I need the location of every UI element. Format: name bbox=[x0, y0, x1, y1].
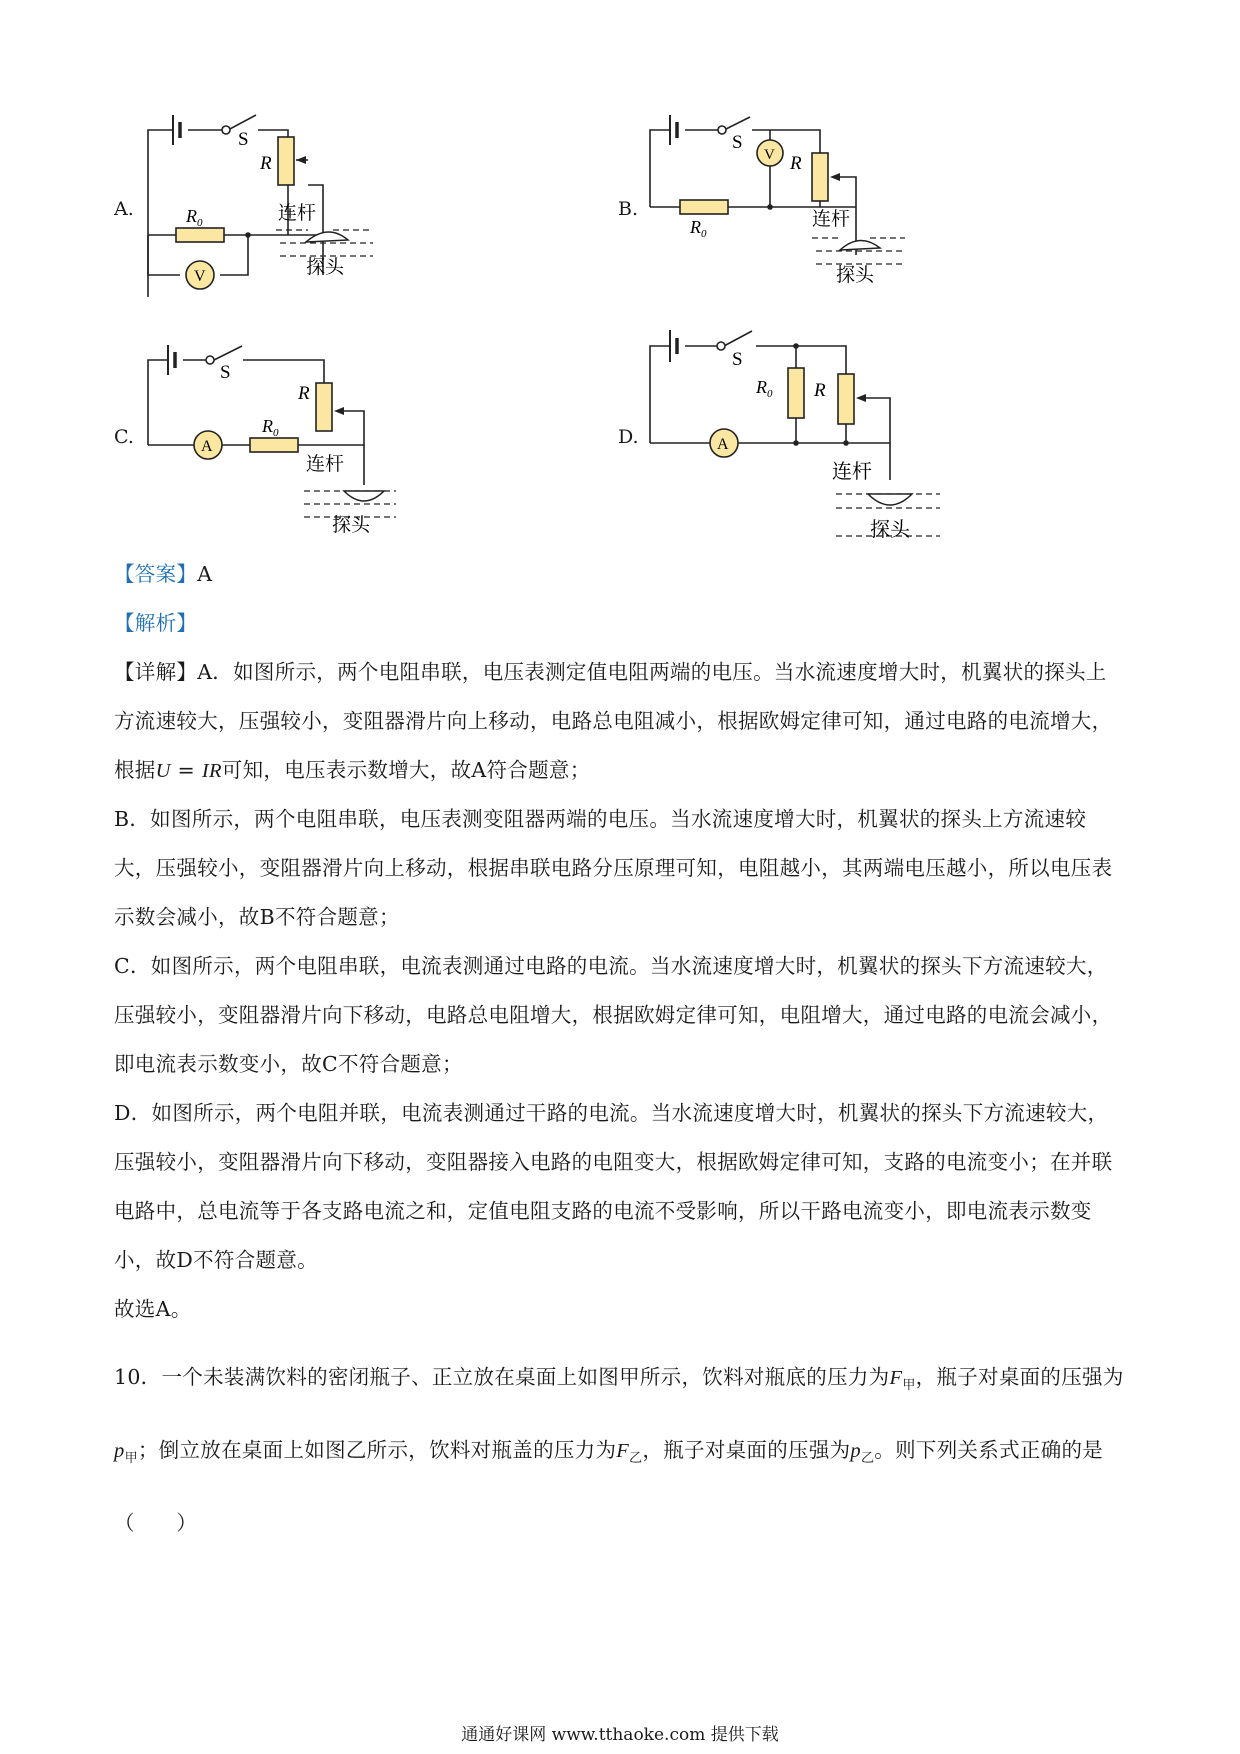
r0-label: $R_0$ bbox=[756, 377, 773, 400]
option-b-label: B. bbox=[618, 198, 639, 220]
switch-s-label: S bbox=[732, 349, 743, 370]
option-c-label: C. bbox=[114, 426, 134, 448]
probe-label: 探头 bbox=[836, 265, 875, 286]
rheostat-r-label: R bbox=[814, 380, 826, 401]
voltmeter-label: V bbox=[764, 147, 775, 163]
r0-label: $R_0$ bbox=[186, 206, 203, 229]
circuit-a-diagram bbox=[128, 105, 448, 305]
answer-value: A bbox=[197, 562, 213, 586]
circuit-b-diagram bbox=[640, 105, 940, 305]
r0-label: $R_0$ bbox=[262, 416, 279, 439]
detail-option-a: 【详解】A．如图所示，两个电阻串联，电压表测定值电阻两端的电压。当水流速度增大时，机翼状的探头上方流速较大，压强较小，变阻器滑片向上移动，电路总电阻减小，根据欧姆定律可知，通过电路的电流增大，根据U = IR可知，电压表示数增大，故A符合题意； bbox=[114, 660, 1113, 782]
voltmeter-label: V bbox=[194, 268, 206, 285]
r0-label: $R_0$ bbox=[690, 217, 707, 240]
option-d-label: D. bbox=[618, 426, 639, 448]
detail-option-b: B．如图所示，两个电阻串联，电压表测变阻器两端的电压。当水流速度增大时，机翼状的探头上方流速较大，压强较小，变阻器滑片向上移动，根据串联电路分压原理可知，电阻越小，其两端电压越小，所以电压表示数会减小，故B不符合题意； bbox=[114, 807, 1113, 929]
circuit-d-diagram bbox=[640, 318, 960, 558]
answer-bracket: 【答案】 bbox=[114, 562, 198, 586]
rod-label: 连杆 bbox=[832, 461, 872, 483]
switch-s-label: S bbox=[220, 362, 231, 383]
answer-line bbox=[114, 550, 1124, 599]
rod-label: 连杆 bbox=[278, 203, 317, 224]
switch-s-label: S bbox=[238, 129, 249, 150]
question-10: 10．一个未装满饮料的密闭瓶子、正立放在桌面上如图甲所示，饮料对瓶底的压力为$F_甲$，瓶子对桌面的压强为$p_甲$；倒立放在桌面上如图乙所示，饮料对瓶盖的压力为$F_乙$，瓶子对桌面的压强为$p_乙$。则下列关系式正确的是（ ） bbox=[114, 1365, 1124, 1535]
rod-label: 连杆 bbox=[306, 454, 345, 475]
probe-label: 探头 bbox=[332, 515, 371, 536]
analysis-heading: 【解析】 bbox=[114, 611, 198, 635]
rheostat-r-label: R bbox=[790, 153, 802, 174]
switch-s-label: S bbox=[732, 132, 743, 153]
probe-label: 探头 bbox=[306, 257, 345, 278]
circuit-c-diagram bbox=[128, 335, 448, 545]
option-a-label: A. bbox=[114, 198, 134, 220]
detail-option-d: D．如图所示，两个电阻并联，电流表测通过干路的电流。当水流速度增大时，机翼状的探头下方流速较大，压强较小，变阻器滑片向下移动，变阻器接入电路的电阻变大，根据欧姆定律可知，支路的电流变小；在并联电路中，总电流等于各支路电流之和，定值电阻支路的电流不受影响，所以干路电流变小，即电流表示数变小，故D不符合题意。 bbox=[114, 1101, 1113, 1272]
page-footer: 通通好课网 www.tthaoke.com 提供下载 bbox=[461, 1725, 779, 1745]
probe-label: 探头 bbox=[870, 519, 910, 541]
ammeter-label: A bbox=[201, 438, 213, 455]
rod-label: 连杆 bbox=[812, 209, 851, 230]
rheostat-r-label: R bbox=[298, 383, 310, 404]
conclusion: 故选A。 bbox=[114, 1297, 192, 1321]
rheostat-r-label: R bbox=[260, 153, 272, 174]
detail-option-c: C．如图所示，两个电阻串联，电流表测通过电路的电流。当水流速度增大时，机翼状的探头下方流速较大，压强较小，变阻器滑片向下移动，电路总电阻增大，根据欧姆定律可知，电阻增大，通过电路的电流会减小，即电流表示数变小，故C不符合题意； bbox=[114, 954, 1113, 1076]
ammeter-label: A bbox=[717, 436, 729, 453]
